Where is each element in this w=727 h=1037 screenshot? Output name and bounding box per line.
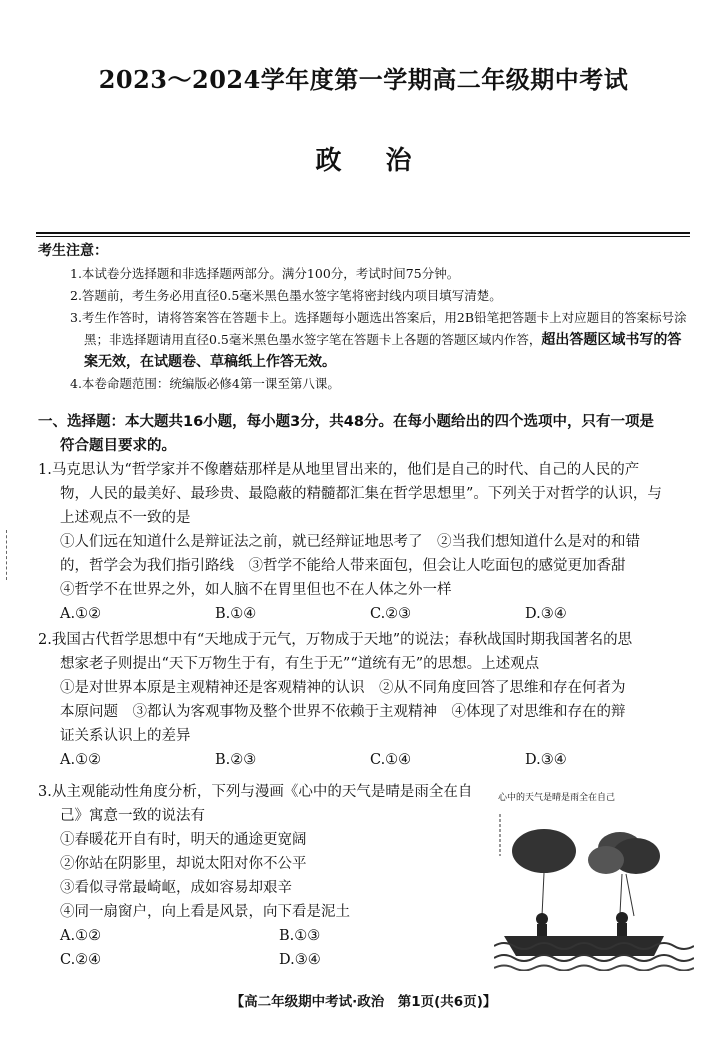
q1-stem-2: 物，人民的最美好、最珍贵、最隐蔽的精髓都汇集在哲学思想里”。下列关于对哲学的认识，与	[60, 486, 662, 502]
q3-statement-1: ①春暖花开自有时，明天的通途更宽阔	[60, 832, 307, 848]
cartoon-image	[494, 786, 694, 971]
notice-item-3-text: 3.考生作答时，请将答案答在答题卡上。选择题每小题选出答案后，用2B铅笔把答题卡上对应题目的答案标号涂黑；非选择题请用直径0.5毫米黑色墨水签字笔在答题卡上各题的答题区域内作答，	[70, 310, 687, 347]
q1-option-d[interactable]: D.③④	[525, 606, 567, 622]
notice-item-3	[52, 307, 692, 373]
question-1	[38, 458, 694, 626]
q2-options	[38, 748, 694, 772]
q1-stem-1: 1.马克思认为“哲学家并不像蘑菇那样是从地里冒出来的，他们是自己的时代、自己的人民的产	[38, 462, 640, 478]
q2-statement-2: 本原问题 ③都认为客观事物及整个世界不依赖于主观精神 ④体现了对思维和存在的辩	[60, 704, 626, 720]
figure-right	[616, 912, 628, 924]
q3-option-a[interactable]: A.①②	[60, 928, 102, 944]
q1-option-b[interactable]: B.①④	[215, 606, 257, 622]
q3-statement-4: ④同一扇窗户，向上看是风景，向下看是泥土	[60, 904, 350, 920]
binding-mark	[6, 530, 8, 580]
question-2	[38, 628, 694, 772]
q3-stem-1: 3.从主观能动性角度分析，下列与漫画《心中的天气是晴是雨全在自	[38, 784, 473, 800]
q2-statement-3: 证关系认识上的差异	[60, 728, 191, 744]
section-line-1: 一、选择题：本大题共16小题，每小题3分，共48分。在每小题给出的四个选项中，只有一项是	[38, 414, 654, 430]
q1-stem-3: 上述观点不一致的是	[60, 510, 191, 526]
section-heading	[38, 410, 692, 458]
q3-statement-3: ③看似寻常最崎岖，成如容易却艰辛	[60, 880, 292, 896]
q2-statement-1: ①是对世界本原是主观精神还是客观精神的认识 ②从不同角度回答了思维和存在何者为	[60, 680, 626, 696]
q2-option-d[interactable]: D.③④	[525, 752, 567, 768]
notice-item-1: 1.本试卷分选择题和非选择题两部分。满分100分，考试时间75分钟。	[70, 266, 460, 281]
figure-left	[536, 913, 548, 925]
q3-stem-2: 己》寓意一致的说法有	[60, 808, 205, 824]
q3-option-d[interactable]: D.③④	[279, 952, 321, 968]
q1-statement-2: 的，哲学会为我们指引路线 ③哲学不能给人带来面包，但会让人吃面包的感觉更加香甜	[60, 558, 626, 574]
notice-heading: 考生注意：	[38, 243, 108, 259]
q1-statement-1: ①人们远在知道什么是辩证法之前，就已经辩证地思考了 ②当我们想知道什么是对的和错	[60, 534, 640, 550]
cartoon-caption: 心中的天气是晴是雨全在自己	[498, 793, 616, 803]
q3-option-c[interactable]: C.②④	[60, 952, 102, 968]
q2-option-b[interactable]: B.②③	[215, 752, 257, 768]
q3-statement-2: ②你站在阴影里，却说太阳对你不公平	[60, 856, 307, 872]
q2-stem-2: 想家老子则提出“天下万物生于有，有生于无”“道统有无”的思想。上述观点	[60, 656, 540, 672]
q3-option-b[interactable]: B.①③	[279, 928, 321, 944]
notice-item-3-bold: 超出答题区域书写的答案无效，在试题卷、草稿纸上作答无效。	[84, 332, 682, 370]
boat	[504, 936, 664, 956]
q2-option-c[interactable]: C.①④	[370, 752, 412, 768]
question-3	[38, 780, 498, 972]
q1-statement-3: ④哲学不在世界之外，如人脑不在胃里但也不在人体之外一样	[60, 582, 452, 598]
divider-thin	[36, 236, 690, 237]
notice-item-2: 2.答题前，考生务必用直径0.5毫米黑色墨水签字笔将密封线内项目填写清楚。	[70, 288, 502, 303]
q3-options	[38, 924, 498, 972]
q2-stem-1: 2.我国古代哲学思想中有“天地成于元气，万物成于天地”的说法；春秋战国时期我国著名的思	[38, 632, 633, 648]
q1-option-c[interactable]: C.②③	[370, 606, 412, 622]
dark-cloud-balloon	[512, 829, 576, 873]
divider-thick	[36, 232, 690, 234]
page-footer: 【高二年级期中考试·政治 第1页(共6页)】	[230, 994, 497, 1010]
section-line-2: 符合题目要求的。	[60, 438, 176, 454]
notice-item-4: 4.本卷命题范围：统编版必修4第一课至第八课。	[70, 376, 340, 391]
exam-title: 2023～2024学年度第一学期高二年级期中考试	[98, 65, 629, 94]
q1-option-a[interactable]: A.①②	[60, 606, 102, 622]
candidate-notice	[38, 240, 692, 395]
q2-option-a[interactable]: A.①②	[60, 752, 102, 768]
subject-title: 政治	[315, 146, 456, 176]
q1-options	[38, 602, 694, 626]
